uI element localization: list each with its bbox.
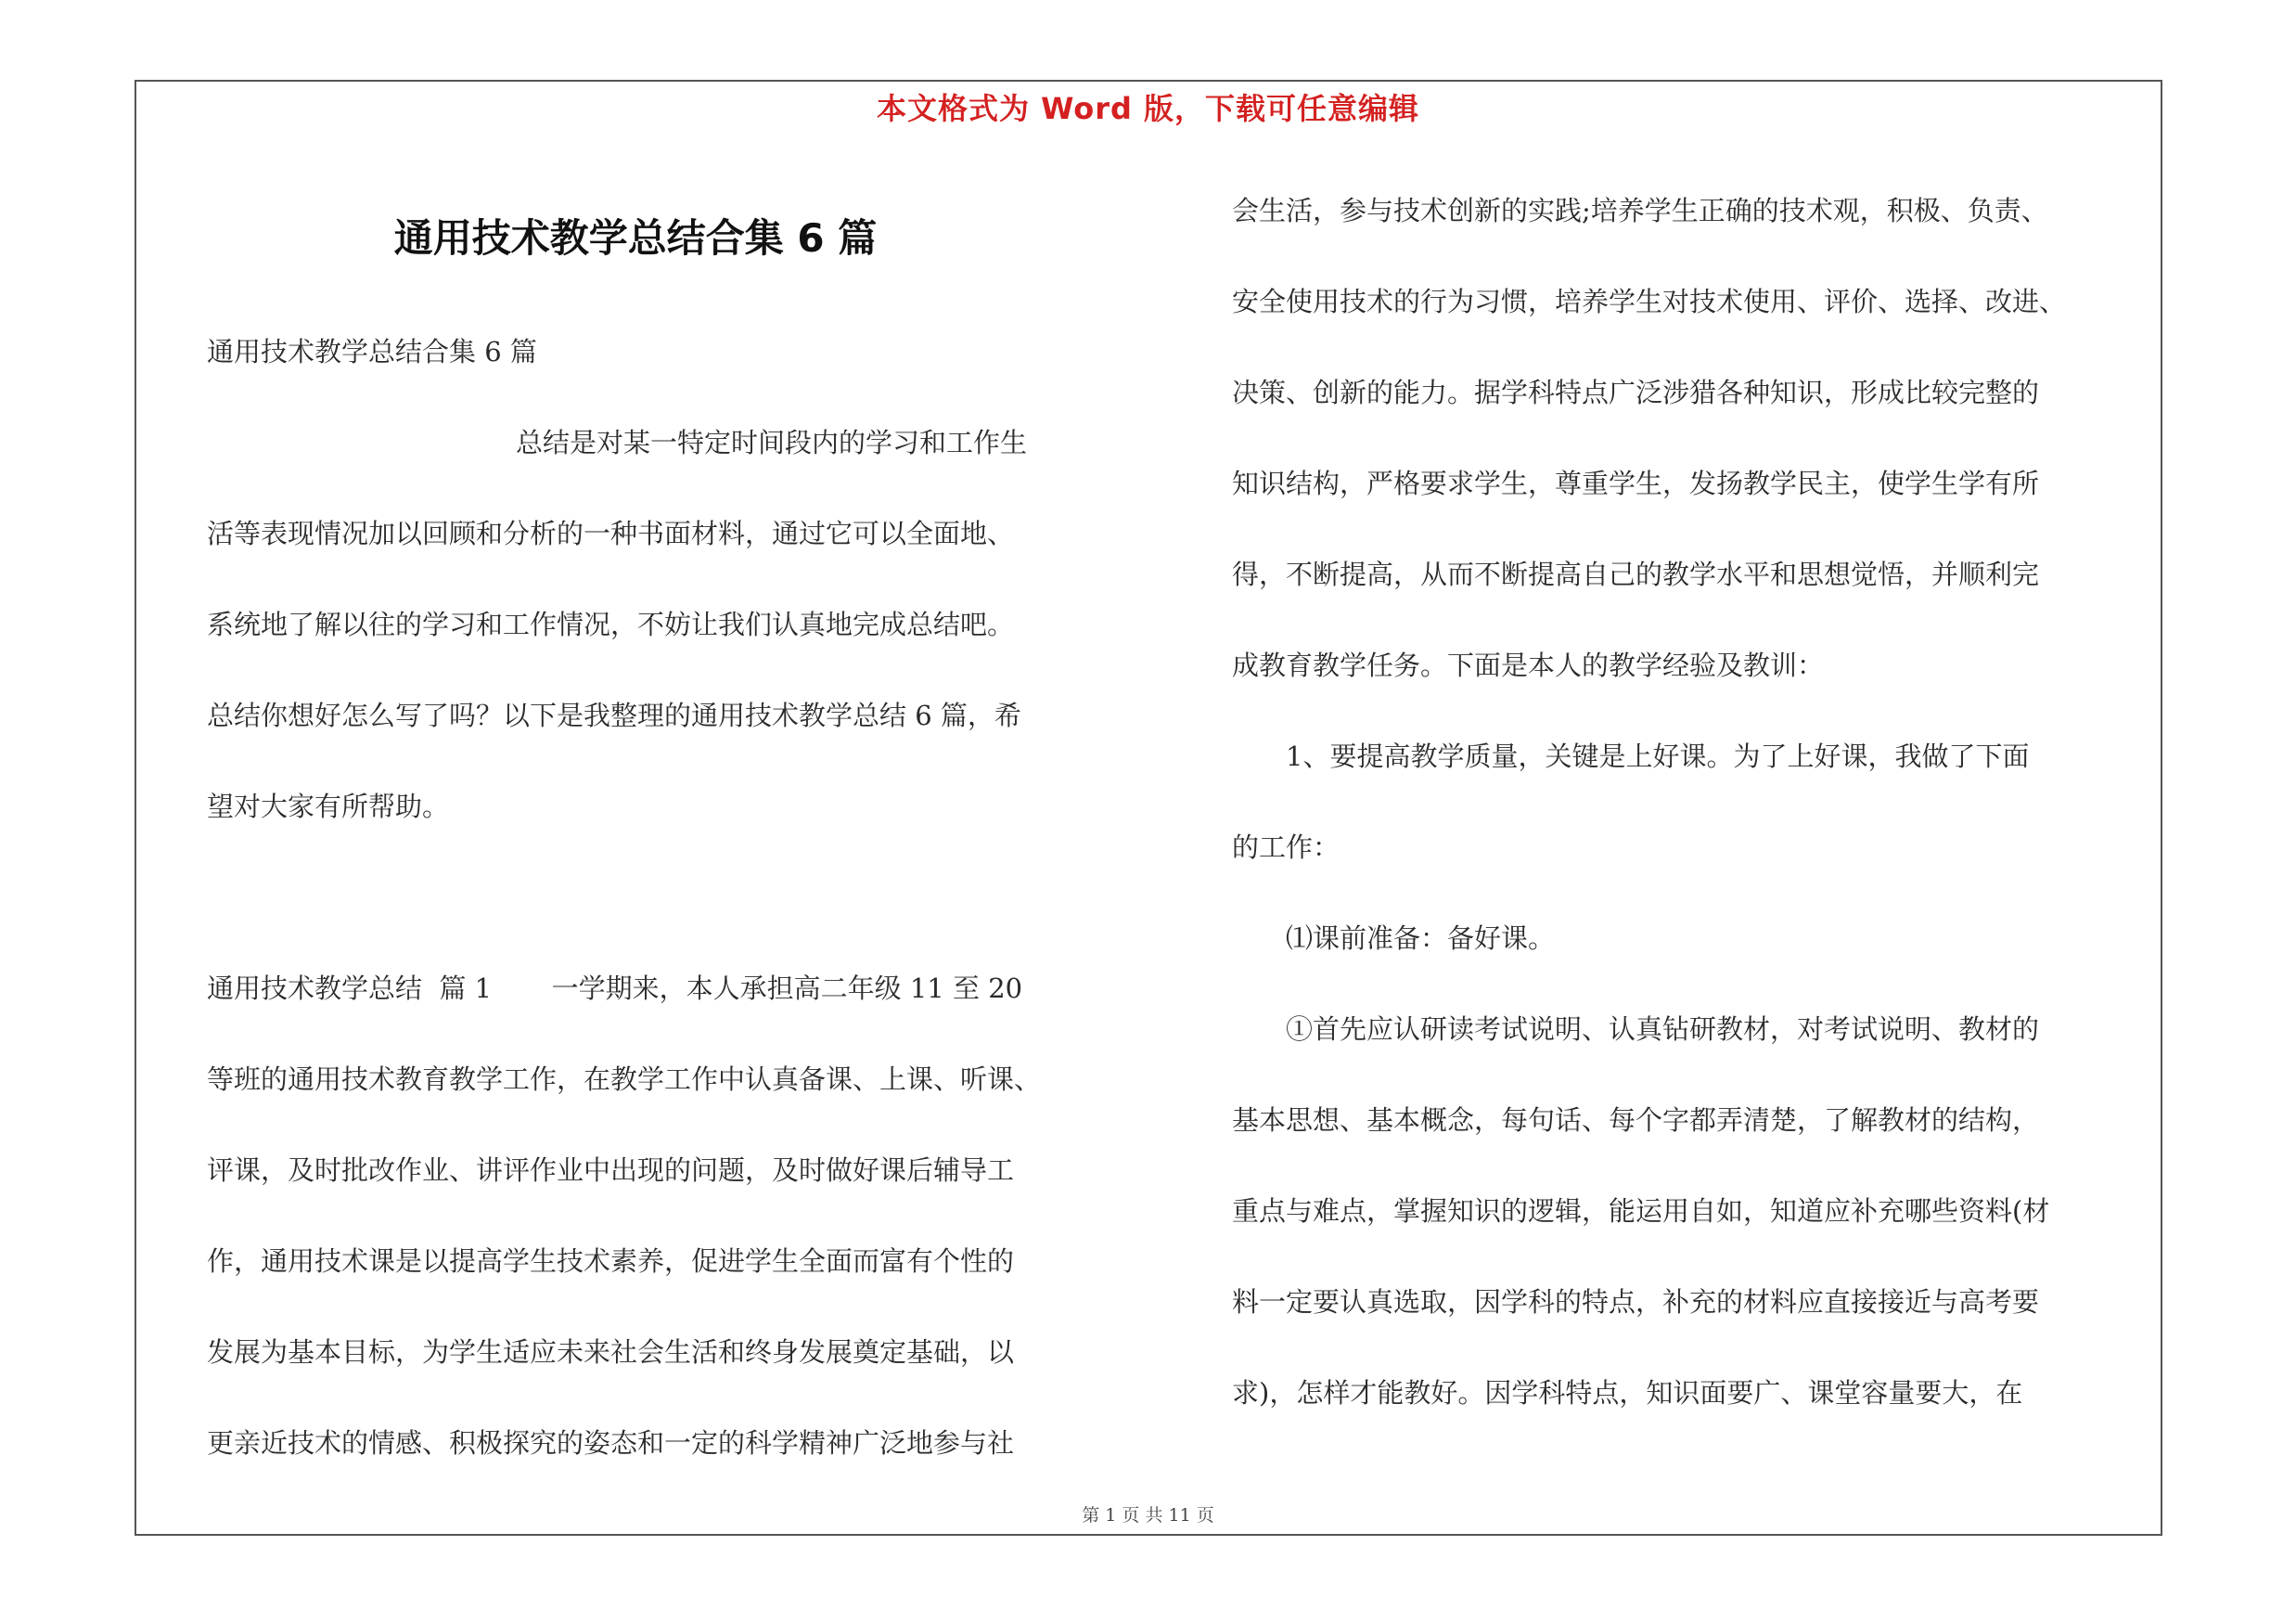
paragraph-line: 发展为基本目标，为学生适应未来社会生活和终身发展奠定基础，以 bbox=[207, 1336, 1015, 1368]
paragraph-line: 得，不断提高，从而不断提高自己的教学水平和思想觉悟，并顺利完 bbox=[1232, 559, 2040, 590]
paragraph-line: 更亲近技术的情感、积极探究的姿态和一定的科学精神广泛地参与社 bbox=[207, 1427, 1015, 1459]
paragraph-line: 总结你想好怎么写了吗？以下是我整理的通用技术教学总结 6 篇，希 bbox=[207, 700, 1021, 731]
paragraph-line: 求)，怎样才能教好。因学科特点，知识面要广、课堂容量要大，在 bbox=[1232, 1377, 2023, 1409]
paragraph-line: 基本思想、基本概念，每句话、每个字都弄清楚，了解教材的结构， bbox=[1232, 1104, 2040, 1136]
section-heading-line: 通用技术教学总结 篇 1 一学期来，本人承担高二年级 11 至 20 bbox=[207, 973, 1023, 1004]
paragraph-line: ⑴课前准备：备好课。 bbox=[1286, 922, 1556, 954]
word-format-banner: 本文格式为 Word 版，下载可任意编辑 bbox=[876, 91, 1420, 126]
paragraph-line: ①首先应认研读考试说明、认真钻研教材，对考试说明、教材的 bbox=[1286, 1013, 2040, 1045]
paragraph-line: 会生活，参与技术创新的实践;培养学生正确的技术观，积极、负责、 bbox=[1232, 195, 2048, 226]
paragraph-line: 作，通用技术课是以提高学生技术素养，促进学生全面而富有个性的 bbox=[207, 1245, 1015, 1277]
paragraph-line: 总结是对某一特定时间段内的学习和工作生 bbox=[516, 427, 1028, 458]
paragraph-line: 等班的通用技术教育教学工作，在教学工作中认真备课、上课、听课、 bbox=[207, 1063, 1042, 1095]
paragraph-line: 知识结构，严格要求学生，尊重学生，发扬教学民主，使学生学有所 bbox=[1232, 468, 2040, 499]
paragraph-line: 评课，及时批改作业、讲评作业中出现的问题，及时做好课后辅导工 bbox=[207, 1154, 1015, 1186]
paragraph-line: 重点与难点，掌握知识的逻辑，能运用自如，知道应补充哪些资料(材 bbox=[1232, 1195, 2050, 1227]
paragraph-line: 1、要提高教学质量，关键是上好课。为了上好课，我做了下面 bbox=[1286, 741, 2030, 772]
right-column bbox=[1232, 165, 2178, 1438]
paragraph-line: 活等表现情况加以回顾和分析的一种书面材料，通过它可以全面地、 bbox=[207, 518, 1015, 549]
paragraph-line: 望对大家有所帮助。 bbox=[207, 791, 450, 822]
paragraph-line: 安全使用技术的行为习惯，培养学生对技术使用、评价、选择、改进、 bbox=[1232, 286, 2067, 317]
left-column bbox=[207, 306, 1144, 1488]
paragraph-line: 系统地了解以往的学习和工作情况，不妨让我们认真地完成总结吧。 bbox=[207, 609, 1015, 640]
paragraph-line: 料一定要认真选取，因学科的特点，补充的材料应直接接近与高考要 bbox=[1232, 1286, 2040, 1318]
paragraph-line: 的工作： bbox=[1232, 831, 1340, 863]
subtitle-line: 通用技术教学总结合集 6 篇 bbox=[207, 336, 537, 367]
paragraph-line: 决策、创新的能力。据学科特点广泛涉猎各种知识，形成比较完整的 bbox=[1232, 377, 2040, 408]
paragraph-line: 成教育教学任务。下面是本人的教学经验及教训： bbox=[1232, 650, 1825, 681]
paragraph-gap bbox=[207, 852, 1144, 943]
page-number-footer: 第 1 页 共 11 页 bbox=[1082, 1505, 1214, 1526]
document-title: 通用技术教学总结合集 6 篇 bbox=[393, 215, 878, 261]
